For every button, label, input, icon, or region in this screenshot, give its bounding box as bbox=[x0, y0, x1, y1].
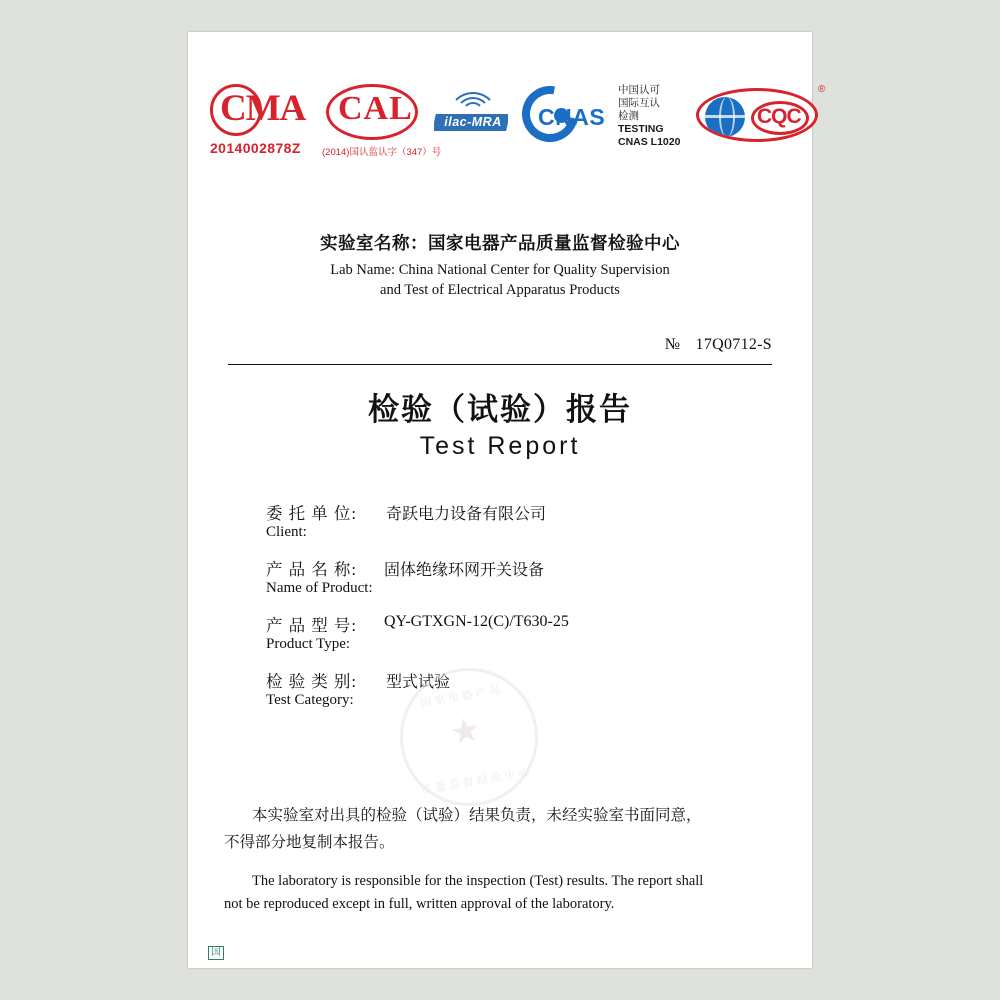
report-number-value: 17Q0712-S bbox=[695, 336, 772, 353]
cma-logo-text: CMA bbox=[220, 88, 306, 129]
cqc-ellipse bbox=[696, 88, 818, 142]
cnas-text-testing: TESTING bbox=[618, 123, 664, 135]
laboratory-name-block bbox=[188, 230, 812, 300]
field-client-label-cn: 委 托 单 位: bbox=[266, 504, 357, 523]
cnas-logo-text: CNAS bbox=[538, 104, 606, 130]
page-title-en: Test Report bbox=[419, 432, 581, 460]
field-test-category-value: 型式试验 bbox=[386, 674, 451, 691]
disclaimer-cn-line1: 本实验室对出具的检验（试验）结果负责，未经实验室书面同意， bbox=[252, 807, 702, 824]
registered-trademark-icon: ® bbox=[818, 84, 826, 95]
seal-top-text: 国家电器产品 bbox=[419, 683, 505, 710]
cqc-logo-text: CQC bbox=[757, 105, 801, 128]
disclaimer-en-line1: The laboratory is responsible for the inspection (Test) results. The report shall bbox=[252, 873, 704, 889]
field-product-type-value: QY-GTXGN-12(C)/T630-25 bbox=[384, 613, 569, 630]
disclaimer-cn bbox=[224, 802, 776, 856]
cnas-text-line3: 检测 bbox=[618, 110, 639, 122]
lab-name-en-line2: and Test of Electrical Apparatus Products bbox=[380, 282, 620, 298]
disclaimer-cn-line2: 不得部分地复制本报告。 bbox=[224, 834, 395, 851]
field-client-value: 奇跃电力设备有限公司 bbox=[386, 506, 547, 523]
cal-logo-text: CAL bbox=[338, 90, 413, 127]
field-product-type-label-cn: 产 品 型 号: bbox=[266, 616, 357, 635]
lab-name-cn bbox=[188, 230, 812, 255]
field-product-name-label-en: Name of Product: bbox=[266, 580, 373, 596]
seal-bottom-text: 质量监督检验中心 bbox=[420, 765, 534, 797]
corner-mark: 国 bbox=[208, 946, 224, 960]
field-product-type-label-en: Product Type: bbox=[266, 636, 351, 652]
field-product-name-label-cn: 产 品 名 称: bbox=[266, 560, 357, 579]
field-product-name bbox=[266, 556, 736, 612]
disclaimer-en-line2: not be reproduced except in full, written approval of the laboratory. bbox=[224, 896, 615, 912]
lab-name-en-line1 bbox=[188, 260, 812, 280]
lab-name-en-label: Lab Name: bbox=[330, 262, 396, 278]
ilac-mra-text: ilac-MRA bbox=[444, 115, 502, 129]
page-title-cn: 检验（试验）报告 bbox=[368, 392, 632, 427]
lab-name-en-value1: China National Center for Quality Supervision bbox=[398, 262, 670, 278]
cnas-accreditation-text bbox=[618, 84, 708, 149]
report-page bbox=[188, 32, 826, 968]
lab-name-en bbox=[188, 260, 812, 300]
field-client-label-en: Client: bbox=[266, 524, 307, 540]
number-symbol: № bbox=[664, 336, 680, 353]
disclaimer-en bbox=[224, 870, 780, 916]
cnas-text-registration: CNAS L1020 bbox=[618, 136, 681, 148]
lab-name-cn-label: 实验室名称： bbox=[320, 233, 428, 253]
cma-logo bbox=[210, 84, 320, 156]
field-product-type bbox=[266, 612, 736, 668]
cal-certificate-number: (2014)国认监认字（347）号 bbox=[322, 147, 442, 158]
cnas-text-line2: 国际互认 bbox=[618, 97, 660, 109]
star-icon: ★ bbox=[447, 711, 484, 753]
globe-icon bbox=[705, 97, 745, 137]
cma-certificate-number: 2014002878Z bbox=[210, 140, 301, 156]
cnas-text-line1: 中国认可 bbox=[618, 84, 660, 96]
lab-name-cn-value: 国家电器产品质量监督检验中心 bbox=[428, 233, 680, 253]
field-product-name-value: 固体绝缘环网开关设备 bbox=[384, 562, 545, 579]
field-client bbox=[266, 500, 736, 556]
field-test-category-label-cn: 检 验 类 别: bbox=[266, 672, 357, 691]
certification-logos-row bbox=[188, 84, 826, 194]
field-test-category-label-en: Test Category: bbox=[266, 692, 354, 708]
report-number-line bbox=[228, 334, 772, 365]
